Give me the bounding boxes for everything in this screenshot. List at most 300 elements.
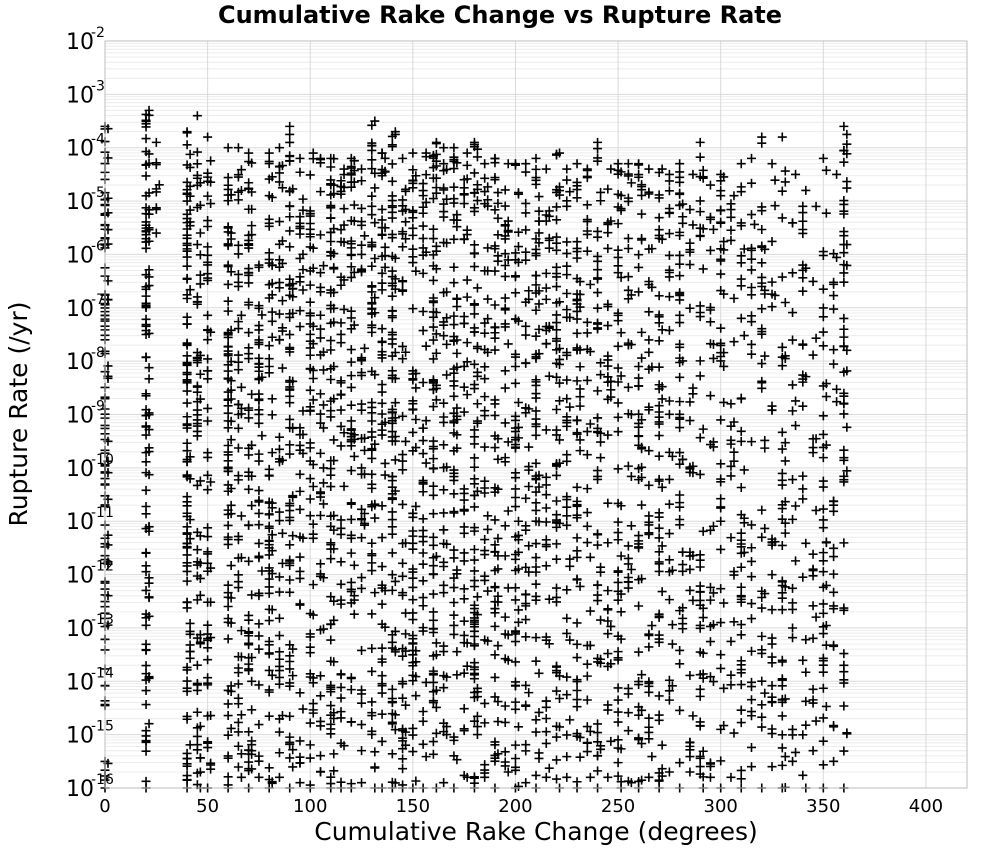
data-point <box>583 508 592 517</box>
data-point <box>819 760 828 769</box>
data-point <box>801 697 810 706</box>
data-point <box>532 563 541 572</box>
data-point <box>449 598 458 607</box>
data-point <box>470 772 479 781</box>
data-point <box>142 389 151 398</box>
y-tick-label <box>66 719 114 749</box>
data-point <box>535 754 544 763</box>
data-point <box>716 218 725 227</box>
data-point <box>757 506 766 515</box>
data-point <box>490 175 499 184</box>
data-point <box>562 394 571 403</box>
data-point <box>655 524 664 533</box>
data-point <box>798 573 807 582</box>
data-point <box>624 383 633 392</box>
data-point <box>562 673 571 682</box>
data-point <box>419 560 428 569</box>
data-point <box>839 604 848 613</box>
data-point <box>449 377 458 386</box>
data-point <box>801 721 810 730</box>
data-point <box>490 673 499 682</box>
data-point <box>658 741 667 750</box>
data-point <box>326 346 335 355</box>
data-point <box>665 209 674 218</box>
data-point <box>798 656 807 665</box>
x-axis-label: Cumulative Rake Change (degrees) <box>314 817 758 846</box>
data-point <box>647 621 656 630</box>
data-point <box>542 480 551 489</box>
data-point <box>367 192 376 201</box>
y-tick-exponent: -6 <box>91 238 105 255</box>
data-point <box>460 617 469 626</box>
data-point <box>552 246 561 255</box>
data-point <box>501 294 510 303</box>
data-point <box>829 544 838 553</box>
data-point <box>490 582 499 591</box>
data-point <box>675 503 684 512</box>
data-point <box>819 430 828 439</box>
x-tick-labels <box>99 796 943 817</box>
data-point <box>337 338 346 347</box>
data-point <box>768 762 777 771</box>
data-point <box>675 189 684 198</box>
x-tick-label: 200 <box>498 796 533 817</box>
data-point <box>716 256 725 265</box>
data-point <box>381 459 390 468</box>
data-point <box>829 757 838 766</box>
data-point <box>532 728 541 737</box>
data-point <box>501 272 510 281</box>
data-point <box>798 273 807 282</box>
data-point <box>791 170 800 179</box>
data-point <box>285 540 294 549</box>
data-point <box>726 533 735 542</box>
data-point <box>265 688 274 697</box>
data-point <box>716 502 725 511</box>
data-point <box>603 228 612 237</box>
data-point <box>644 481 653 490</box>
data-point <box>408 245 417 254</box>
data-point <box>593 766 602 775</box>
data-point <box>655 336 664 345</box>
data-point <box>747 707 756 716</box>
data-point <box>234 424 243 433</box>
data-point <box>627 521 636 530</box>
data-point <box>306 386 315 395</box>
data-point <box>340 204 349 213</box>
data-point <box>152 138 161 147</box>
y-tick-exponent: -15 <box>91 718 114 735</box>
data-point <box>388 515 397 524</box>
data-point <box>429 491 438 500</box>
data-point <box>326 471 335 480</box>
data-point <box>593 728 602 737</box>
y-tick-label <box>66 132 105 162</box>
data-point <box>285 398 294 407</box>
data-point <box>357 533 366 542</box>
data-point <box>675 758 684 767</box>
data-point <box>378 600 387 609</box>
y-tick-exponent: -16 <box>91 772 114 788</box>
data-point <box>545 244 554 253</box>
data-point <box>521 494 530 503</box>
data-point <box>329 435 338 444</box>
data-point <box>829 291 838 300</box>
data-point <box>429 533 438 542</box>
data-point <box>696 563 705 572</box>
y-tick-exponent: -9 <box>91 398 105 415</box>
data-point <box>778 213 787 222</box>
data-point <box>460 408 469 417</box>
data-point <box>634 374 643 383</box>
data-point <box>688 170 697 179</box>
data-point <box>378 671 387 680</box>
data-point <box>535 192 544 201</box>
data-point <box>295 487 304 496</box>
data-point <box>203 311 212 320</box>
data-point <box>542 339 551 348</box>
data-point <box>329 264 338 273</box>
data-point <box>449 546 458 555</box>
y-tick-label <box>66 345 105 375</box>
data-point <box>254 496 263 505</box>
data-point <box>193 661 202 670</box>
data-point <box>490 399 499 408</box>
y-tick-label <box>66 452 114 482</box>
data-point <box>596 616 605 625</box>
data-point <box>819 737 828 746</box>
data-point <box>367 398 376 407</box>
data-point <box>593 288 602 297</box>
data-point <box>224 456 233 465</box>
data-point <box>696 196 705 205</box>
data-point <box>696 138 705 147</box>
data-point <box>542 714 551 723</box>
data-point <box>473 283 482 292</box>
data-point <box>839 399 848 408</box>
y-tick-label <box>66 238 105 268</box>
data-point <box>480 392 489 401</box>
data-point <box>357 241 366 250</box>
data-point <box>460 189 469 198</box>
data-point <box>357 165 366 174</box>
data-point <box>367 609 376 618</box>
data-point <box>275 508 284 517</box>
data-point <box>737 159 746 168</box>
data-point <box>357 646 366 655</box>
data-point <box>665 251 674 260</box>
data-point <box>193 240 202 249</box>
data-point <box>193 111 202 120</box>
data-point <box>429 234 438 243</box>
data-point <box>295 574 304 583</box>
data-point <box>254 645 263 654</box>
data-point <box>665 186 674 195</box>
data-point <box>285 138 294 147</box>
data-point <box>542 540 551 549</box>
data-point <box>275 588 284 597</box>
data-point <box>203 523 212 532</box>
data-point <box>501 718 510 727</box>
data-point <box>696 470 705 479</box>
data-point <box>449 553 458 562</box>
data-point <box>637 236 646 245</box>
data-point <box>829 641 838 650</box>
data-point <box>378 324 387 333</box>
data-point <box>237 511 246 520</box>
data-point <box>501 613 510 622</box>
data-point <box>562 503 571 512</box>
data-point <box>429 737 438 746</box>
data-point <box>678 619 687 628</box>
data-point <box>391 455 400 464</box>
data-point <box>408 747 417 756</box>
data-point <box>347 371 356 380</box>
data-point <box>778 605 787 614</box>
data-point <box>593 386 602 395</box>
data-point <box>737 766 746 775</box>
data-point <box>473 592 482 601</box>
data-point <box>839 446 848 455</box>
data-point <box>812 506 821 515</box>
data-point <box>655 508 664 517</box>
data-point <box>757 533 766 542</box>
data-point <box>419 740 428 749</box>
data-point <box>203 655 212 664</box>
data-point <box>306 740 315 749</box>
data-point <box>254 752 263 761</box>
data-point <box>521 331 530 340</box>
data-point <box>747 647 756 656</box>
data-point <box>788 725 797 734</box>
data-point <box>819 411 828 420</box>
data-point <box>460 584 469 593</box>
data-point <box>524 482 533 491</box>
data-point <box>357 720 366 729</box>
data-point <box>675 260 684 269</box>
data-point <box>747 437 756 446</box>
data-point <box>398 286 407 295</box>
data-point <box>511 493 520 502</box>
data-point <box>388 586 397 595</box>
data-point <box>254 486 263 495</box>
data-point <box>655 533 664 542</box>
data-point <box>388 313 397 322</box>
data-point <box>244 485 253 494</box>
data-point <box>798 341 807 350</box>
data-point <box>316 559 325 568</box>
data-point <box>183 341 192 350</box>
data-point <box>716 517 725 526</box>
data-point <box>647 752 656 761</box>
data-point <box>142 353 151 362</box>
data-point <box>542 295 551 304</box>
data-point <box>665 326 674 335</box>
data-point <box>729 294 738 303</box>
data-point <box>480 773 489 782</box>
data-point <box>196 753 205 762</box>
y-tick-label <box>66 612 114 642</box>
data-point <box>142 292 151 301</box>
data-point <box>685 671 694 680</box>
data-point <box>552 775 561 784</box>
data-point <box>524 443 533 452</box>
data-point <box>337 670 346 679</box>
data-point <box>316 333 325 342</box>
data-point <box>675 251 684 260</box>
data-point <box>573 546 582 555</box>
data-point <box>819 556 828 565</box>
data-point <box>788 633 797 642</box>
data-point <box>737 314 746 323</box>
data-point <box>521 599 530 608</box>
data-point <box>586 280 595 289</box>
data-point <box>511 595 520 604</box>
data-point <box>275 310 284 319</box>
data-point <box>265 354 274 363</box>
data-point <box>729 729 738 738</box>
data-point <box>760 444 769 453</box>
data-point <box>593 233 602 242</box>
data-point <box>757 723 766 732</box>
data-point <box>449 630 458 639</box>
data-point <box>337 707 346 716</box>
data-point <box>586 607 595 616</box>
data-point <box>801 539 810 548</box>
data-point <box>183 387 192 396</box>
data-point <box>183 377 192 386</box>
data-point <box>460 529 469 538</box>
data-point <box>408 615 417 624</box>
data-point <box>224 181 233 190</box>
data-point <box>665 410 674 419</box>
data-point <box>295 736 304 745</box>
y-tick-exponent: -5 <box>91 185 105 202</box>
data-point <box>747 762 756 771</box>
data-point <box>809 566 818 575</box>
data-point <box>504 339 513 348</box>
data-point <box>573 329 582 338</box>
data-point <box>183 577 192 586</box>
data-point <box>675 159 684 168</box>
data-point <box>183 598 192 607</box>
data-point <box>829 280 838 289</box>
data-point <box>593 719 602 728</box>
x-tick-label: 350 <box>806 796 841 817</box>
y-tick-label <box>66 185 105 215</box>
data-point <box>716 459 725 468</box>
data-point <box>183 439 192 448</box>
data-point <box>596 370 605 379</box>
y-tick-base: 10 <box>66 350 94 376</box>
data-point <box>275 631 284 640</box>
y-tick-exponent: -7 <box>91 291 105 308</box>
data-point <box>737 563 746 572</box>
data-point <box>257 431 266 440</box>
data-point <box>347 401 356 410</box>
data-point <box>768 653 777 662</box>
data-point <box>419 179 428 188</box>
data-point <box>614 364 623 373</box>
data-point <box>244 616 253 625</box>
data-point <box>470 502 479 511</box>
data-point <box>142 747 151 756</box>
data-point <box>306 719 315 728</box>
data-point <box>234 762 243 771</box>
data-point <box>737 774 746 783</box>
data-point <box>839 278 848 287</box>
data-point <box>463 338 472 347</box>
data-point <box>183 313 192 322</box>
data-point <box>490 515 499 524</box>
data-point <box>583 217 592 226</box>
data-point <box>265 582 274 591</box>
x-tick-label: 300 <box>703 796 738 817</box>
data-point <box>381 243 390 252</box>
data-point <box>470 309 479 318</box>
data-point <box>606 737 615 746</box>
data-point <box>203 453 212 462</box>
data-point <box>316 283 325 292</box>
data-point <box>798 402 807 411</box>
data-point <box>614 647 623 656</box>
data-point <box>839 649 848 658</box>
data-point <box>658 587 667 596</box>
data-point <box>316 389 325 398</box>
data-point <box>685 738 694 747</box>
data-point <box>357 746 366 755</box>
data-point <box>378 710 387 719</box>
data-point <box>388 191 397 200</box>
data-point <box>747 244 756 253</box>
data-point <box>298 285 307 294</box>
data-point <box>726 671 735 680</box>
data-point <box>493 214 502 223</box>
data-point <box>442 370 451 379</box>
data-point <box>798 287 807 296</box>
data-point <box>142 549 151 558</box>
data-point <box>463 276 472 285</box>
data-point <box>696 762 705 771</box>
data-point <box>819 505 828 514</box>
data-point <box>367 558 376 567</box>
data-point <box>378 431 387 440</box>
data-point <box>573 376 582 385</box>
data-point <box>747 154 756 163</box>
data-point <box>688 389 697 398</box>
data-point <box>480 411 489 420</box>
data-point <box>603 244 612 253</box>
data-point <box>839 314 848 323</box>
y-tick-label <box>66 292 105 322</box>
data-point <box>573 159 582 168</box>
data-point <box>737 718 746 727</box>
data-point <box>819 453 828 462</box>
data-point <box>768 570 777 579</box>
data-point <box>532 539 541 548</box>
data-point <box>470 545 479 554</box>
data-point <box>606 165 615 174</box>
data-point <box>306 351 315 360</box>
data-point <box>401 437 410 446</box>
data-point <box>449 278 458 287</box>
data-point <box>819 599 828 608</box>
data-point <box>545 234 554 243</box>
data-point <box>573 618 582 627</box>
data-point <box>367 549 376 558</box>
data-point <box>224 533 233 542</box>
data-point <box>781 752 790 761</box>
